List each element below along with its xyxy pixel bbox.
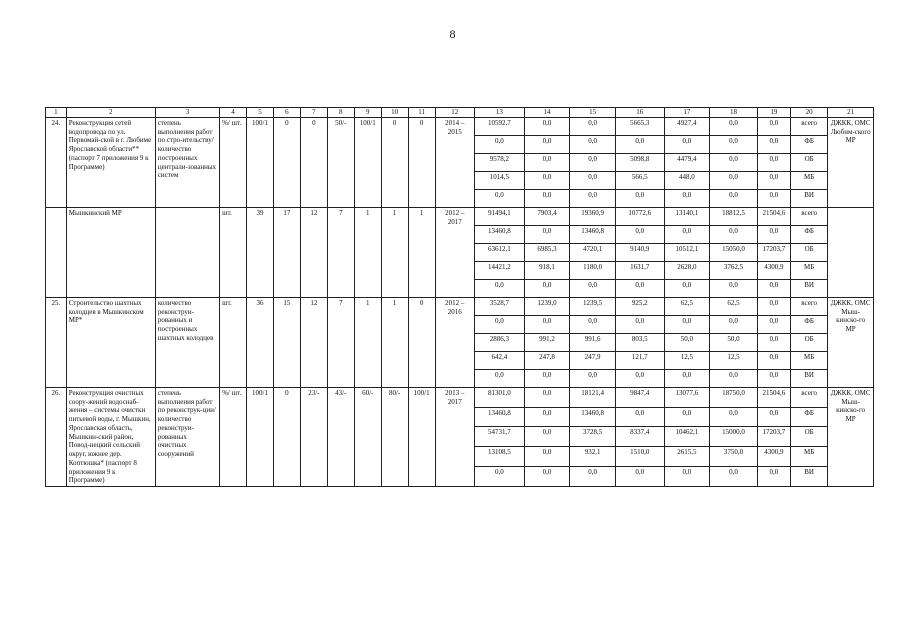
indicator-name (155, 207, 219, 297)
funding-value: 0,0 (664, 225, 710, 243)
funding-value: 13140,1 (664, 207, 710, 225)
unit-cell: шт. (220, 207, 247, 297)
funding-value: 13077,6 (664, 387, 710, 407)
target-value: 7 (327, 297, 354, 387)
target-value: 7 (327, 207, 354, 297)
measure-name: Строительство шахтных колодцев в Мышкинском МР* (66, 297, 155, 387)
header-cell: 8 (327, 108, 354, 118)
funding-value: 4300,9 (757, 261, 790, 279)
funding-value: 0,0 (474, 369, 524, 387)
funding-value: 2628,0 (664, 261, 710, 279)
header-cell: 9 (354, 108, 381, 118)
funding-value: 50,0 (664, 333, 710, 351)
funding-value: 0,0 (474, 467, 524, 487)
funding-value: 0,0 (757, 315, 790, 333)
funding-value: 4479,4 (664, 153, 710, 171)
funding-source: ВИ (790, 467, 827, 487)
funding-value: 62,5 (664, 297, 710, 315)
target-value: 1 (381, 207, 408, 297)
target-value: 0 (408, 117, 435, 207)
funding-value: 0,0 (710, 171, 758, 189)
funding-source: ФБ (790, 225, 827, 243)
header-cell: 7 (300, 108, 327, 118)
funding-value: 0,0 (570, 467, 616, 487)
funding-value: 0,0 (710, 153, 758, 171)
funding-value: 0,0 (757, 225, 790, 243)
funding-value: 0,0 (570, 369, 616, 387)
header-cell: 3 (155, 108, 219, 118)
funding-value: 0,0 (615, 279, 664, 297)
funding-value: 0,0 (524, 447, 570, 467)
funding-value: 15050,0 (710, 243, 758, 261)
funding-value: 0,0 (570, 315, 616, 333)
funding-value: 13460,8 (474, 407, 524, 427)
funding-value: 13460,8 (474, 225, 524, 243)
funding-value: 0,0 (757, 189, 790, 207)
funding-value: 0,0 (474, 315, 524, 333)
funding-value: 0,0 (757, 117, 790, 135)
funding-source: ФБ (790, 407, 827, 427)
target-value: 50/- (327, 117, 354, 207)
funding-value: 0,0 (524, 135, 570, 153)
target-value: 23/- (300, 387, 327, 486)
funding-value: 0,0 (664, 369, 710, 387)
table-row (46, 297, 874, 315)
funding-value: 0,0 (524, 189, 570, 207)
funding-value: 6985,3 (524, 243, 570, 261)
funding-value: 448,0 (664, 171, 710, 189)
funding-value: 0,0 (710, 279, 758, 297)
period-cell: 2013 – 2017 (435, 387, 474, 486)
funding-source: всего (790, 207, 827, 225)
target-value: 12 (300, 297, 327, 387)
funding-value: 91494,1 (474, 207, 524, 225)
funding-value: 0,0 (615, 135, 664, 153)
funding-value: 10772,6 (615, 207, 664, 225)
target-value: 100/1 (408, 387, 435, 486)
funding-source: всего (790, 387, 827, 407)
funding-value: 0,0 (524, 153, 570, 171)
funding-value: 0,0 (710, 117, 758, 135)
funding-value: 3528,7 (474, 297, 524, 315)
funding-source: ОБ (790, 333, 827, 351)
funding-value: 0,0 (615, 369, 664, 387)
funding-value: 918,1 (524, 261, 570, 279)
target-value: 17 (273, 207, 300, 297)
funding-value: 0,0 (524, 315, 570, 333)
funding-value: 18812,5 (710, 207, 758, 225)
program-table (45, 107, 874, 487)
funding-value: 1239,0 (524, 297, 570, 315)
funding-source: МБ (790, 261, 827, 279)
funding-source: МБ (790, 351, 827, 369)
executor-cell: ДЖКК, ОМС Мыш-кинско-го МР (828, 387, 874, 486)
funding-value: 0,0 (757, 351, 790, 369)
executor-cell (828, 207, 874, 297)
funding-value: 5098,8 (615, 153, 664, 171)
target-value: 1 (354, 297, 381, 387)
funding-value: 0,0 (757, 333, 790, 351)
funding-value: 0,0 (664, 279, 710, 297)
funding-source: МБ (790, 447, 827, 467)
funding-value: 0,0 (570, 117, 616, 135)
header-cell: 6 (273, 108, 300, 118)
period-cell: 2012 – 2016 (435, 297, 474, 387)
funding-source: ВИ (790, 369, 827, 387)
funding-value: 10512,1 (664, 243, 710, 261)
target-value: 1 (408, 207, 435, 297)
funding-value: 0,0 (570, 171, 616, 189)
funding-value: 0,0 (757, 467, 790, 487)
table-row (46, 207, 874, 225)
funding-value: 5665,3 (615, 117, 664, 135)
unit-cell: шт. (220, 297, 247, 387)
funding-value: 247,9 (570, 351, 616, 369)
funding-value: 19360,9 (570, 207, 616, 225)
funding-value: 0,0 (757, 171, 790, 189)
table-row (46, 117, 874, 135)
header-cell: 13 (474, 108, 524, 118)
funding-value: 0,0 (757, 153, 790, 171)
funding-value: 566,5 (615, 171, 664, 189)
row-number: 25. (46, 297, 67, 387)
funding-value: 4300,9 (757, 447, 790, 467)
funding-value: 81301,0 (474, 387, 524, 407)
funding-value: 0,0 (664, 315, 710, 333)
funding-value: 0,0 (664, 135, 710, 153)
funding-value: 9847,4 (615, 387, 664, 407)
funding-value: 0,0 (664, 467, 710, 487)
target-value: 1 (354, 207, 381, 297)
funding-value: 1239,5 (570, 297, 616, 315)
funding-value: 0,0 (757, 407, 790, 427)
row-number (46, 207, 67, 297)
funding-value: 3750,0 (710, 447, 758, 467)
funding-value: 9140,9 (615, 243, 664, 261)
header-cell: 15 (570, 108, 616, 118)
header-cell: 17 (664, 108, 710, 118)
funding-value: 3762,5 (710, 261, 758, 279)
header-cell: 18 (710, 108, 758, 118)
header-cell: 14 (524, 108, 570, 118)
funding-value: 7903,4 (524, 207, 570, 225)
indicator-name: степень выполнения работ по стро-ительству/ количество построенных централи-зованных систем (155, 117, 219, 207)
funding-value: 1014,5 (474, 171, 524, 189)
funding-value: 0,0 (710, 189, 758, 207)
measure-name: Мышкинский МР (66, 207, 155, 297)
header-cell: 20 (790, 108, 827, 118)
funding-source: всего (790, 117, 827, 135)
funding-value: 2886,3 (474, 333, 524, 351)
header-cell: 5 (247, 108, 274, 118)
funding-value: 0,0 (570, 279, 616, 297)
funding-value: 13460,8 (570, 407, 616, 427)
funding-value: 0,0 (524, 225, 570, 243)
funding-source: ОБ (790, 243, 827, 261)
target-value: 100/1 (247, 117, 274, 207)
funding-source: ОБ (790, 153, 827, 171)
executor-cell: ДЖКК, ОМС Мыш-кинско-го МР (828, 297, 874, 387)
funding-value: 991,2 (524, 333, 570, 351)
funding-value: 15000,0 (710, 427, 758, 447)
funding-value: 21504,6 (757, 207, 790, 225)
unit-cell: %/ шт. (220, 117, 247, 207)
table-body (46, 108, 874, 487)
funding-value: 1180,0 (570, 261, 616, 279)
header-cell: 2 (66, 108, 155, 118)
executor-cell: ДЖКК, ОМС Любим-ского МР (828, 117, 874, 207)
target-value: 80/- (381, 387, 408, 486)
funding-value: 0,0 (524, 369, 570, 387)
indicator-name: степень выполнения работ по реконструк-ции/ количество реконструи-рованных очистных сооружений (155, 387, 219, 486)
funding-value: 0,0 (710, 315, 758, 333)
funding-value: 0,0 (664, 407, 710, 427)
target-value: 0 (273, 387, 300, 486)
funding-value: 1510,0 (615, 447, 664, 467)
funding-value: 0,0 (710, 369, 758, 387)
funding-value: 0,0 (710, 407, 758, 427)
funding-value: 0,0 (570, 135, 616, 153)
funding-value: 10462,1 (664, 427, 710, 447)
target-value: 0 (300, 117, 327, 207)
funding-value: 0,0 (615, 407, 664, 427)
target-value: 15 (273, 297, 300, 387)
funding-value: 991,6 (570, 333, 616, 351)
funding-value: 0,0 (615, 315, 664, 333)
funding-value: 3728,5 (570, 427, 616, 447)
funding-source: ФБ (790, 135, 827, 153)
funding-value: 121,7 (615, 351, 664, 369)
funding-value: 0,0 (757, 135, 790, 153)
header-cell: 19 (757, 108, 790, 118)
header-cell: 10 (381, 108, 408, 118)
funding-value: 0,0 (710, 467, 758, 487)
row-number: 26. (46, 387, 67, 486)
measure-name: Реконструкция сетей водопровода по ул. Первомай-ской в г. Любиме Ярославской области** (паспорт 7 приложения 9 к Программе) (66, 117, 155, 207)
target-value: 100/1 (354, 117, 381, 207)
funding-value: 0,0 (524, 279, 570, 297)
header-cell: 21 (828, 108, 874, 118)
funding-value: 0,0 (474, 189, 524, 207)
funding-value: 62,5 (710, 297, 758, 315)
target-value: 60/- (354, 387, 381, 486)
funding-source: ВИ (790, 189, 827, 207)
target-value: 1 (381, 297, 408, 387)
funding-value: 50,0 (710, 333, 758, 351)
funding-value: 0,0 (524, 387, 570, 407)
funding-value: 0,0 (474, 279, 524, 297)
funding-value: 4927,4 (664, 117, 710, 135)
target-value: 39 (247, 207, 274, 297)
funding-value: 13460,8 (570, 225, 616, 243)
measure-name: Реконструкция очистных соору-жений водоснаб-жения – системы очистки питьевой воды, г. Мышкин, Ярославская область, Мышкин-ский район, Повод-нецкий сельский округ, южнее дер. Коптюшка* (паспорт 8 приложения 9 к Программе) (66, 387, 155, 486)
funding-value: 17203,7 (757, 243, 790, 261)
target-value: 12 (300, 207, 327, 297)
target-value: 36 (247, 297, 274, 387)
header-cell: 4 (220, 108, 247, 118)
page-number: 8 (449, 27, 456, 41)
funding-value: 247,8 (524, 351, 570, 369)
indicator-name: количество реконструи-рованных и построенных шахтных колодцев (155, 297, 219, 387)
funding-value: 0,0 (570, 153, 616, 171)
target-value: 43/- (327, 387, 354, 486)
funding-value: 0,0 (757, 369, 790, 387)
funding-value: 0,0 (524, 117, 570, 135)
funding-value: 17203,7 (757, 427, 790, 447)
funding-value: 12,5 (664, 351, 710, 369)
funding-source: ВИ (790, 279, 827, 297)
funding-value: 54731,7 (474, 427, 524, 447)
funding-value: 925,2 (615, 297, 664, 315)
funding-value: 0,0 (710, 225, 758, 243)
funding-value: 0,0 (615, 189, 664, 207)
funding-value: 932,1 (570, 447, 616, 467)
funding-value: 642,4 (474, 351, 524, 369)
target-value: 0 (273, 117, 300, 207)
funding-value: 18121,4 (570, 387, 616, 407)
funding-value: 14421,2 (474, 261, 524, 279)
funding-value: 12,5 (710, 351, 758, 369)
funding-value: 0,0 (474, 135, 524, 153)
funding-value: 0,0 (524, 407, 570, 427)
funding-source: ОБ (790, 427, 827, 447)
unit-cell: %/ шт. (220, 387, 247, 486)
funding-value: 0,0 (757, 297, 790, 315)
funding-source: всего (790, 297, 827, 315)
funding-value: 0,0 (615, 225, 664, 243)
funding-source: ФБ (790, 315, 827, 333)
header-cell: 12 (435, 108, 474, 118)
funding-value: 0,0 (757, 279, 790, 297)
funding-value: 4720,1 (570, 243, 616, 261)
funding-value: 803,5 (615, 333, 664, 351)
funding-value: 0,0 (570, 189, 616, 207)
funding-value: 0,0 (524, 427, 570, 447)
funding-value: 0,0 (615, 467, 664, 487)
funding-value: 18750,0 (710, 387, 758, 407)
funding-value: 21504,6 (757, 387, 790, 407)
target-value: 0 (408, 297, 435, 387)
funding-value: 13108,5 (474, 447, 524, 467)
funding-value: 0,0 (710, 135, 758, 153)
funding-value: 0,0 (664, 189, 710, 207)
header-cell: 1 (46, 108, 67, 118)
funding-source: МБ (790, 171, 827, 189)
target-value: 100/1 (247, 387, 274, 486)
table-row (46, 387, 874, 407)
period-cell: 2012 – 2017 (435, 207, 474, 297)
funding-value: 9578,2 (474, 153, 524, 171)
period-cell: 2014 – 2015 (435, 117, 474, 207)
target-value: 0 (381, 117, 408, 207)
funding-value: 2615,5 (664, 447, 710, 467)
funding-value: 0,0 (524, 171, 570, 189)
funding-value: 8337,4 (615, 427, 664, 447)
header-row (46, 108, 874, 118)
header-cell: 16 (615, 108, 664, 118)
row-number: 24. (46, 117, 67, 207)
funding-value: 0,0 (524, 467, 570, 487)
header-cell: 11 (408, 108, 435, 118)
funding-value: 1631,7 (615, 261, 664, 279)
funding-value: 63612,1 (474, 243, 524, 261)
funding-value: 10592,7 (474, 117, 524, 135)
